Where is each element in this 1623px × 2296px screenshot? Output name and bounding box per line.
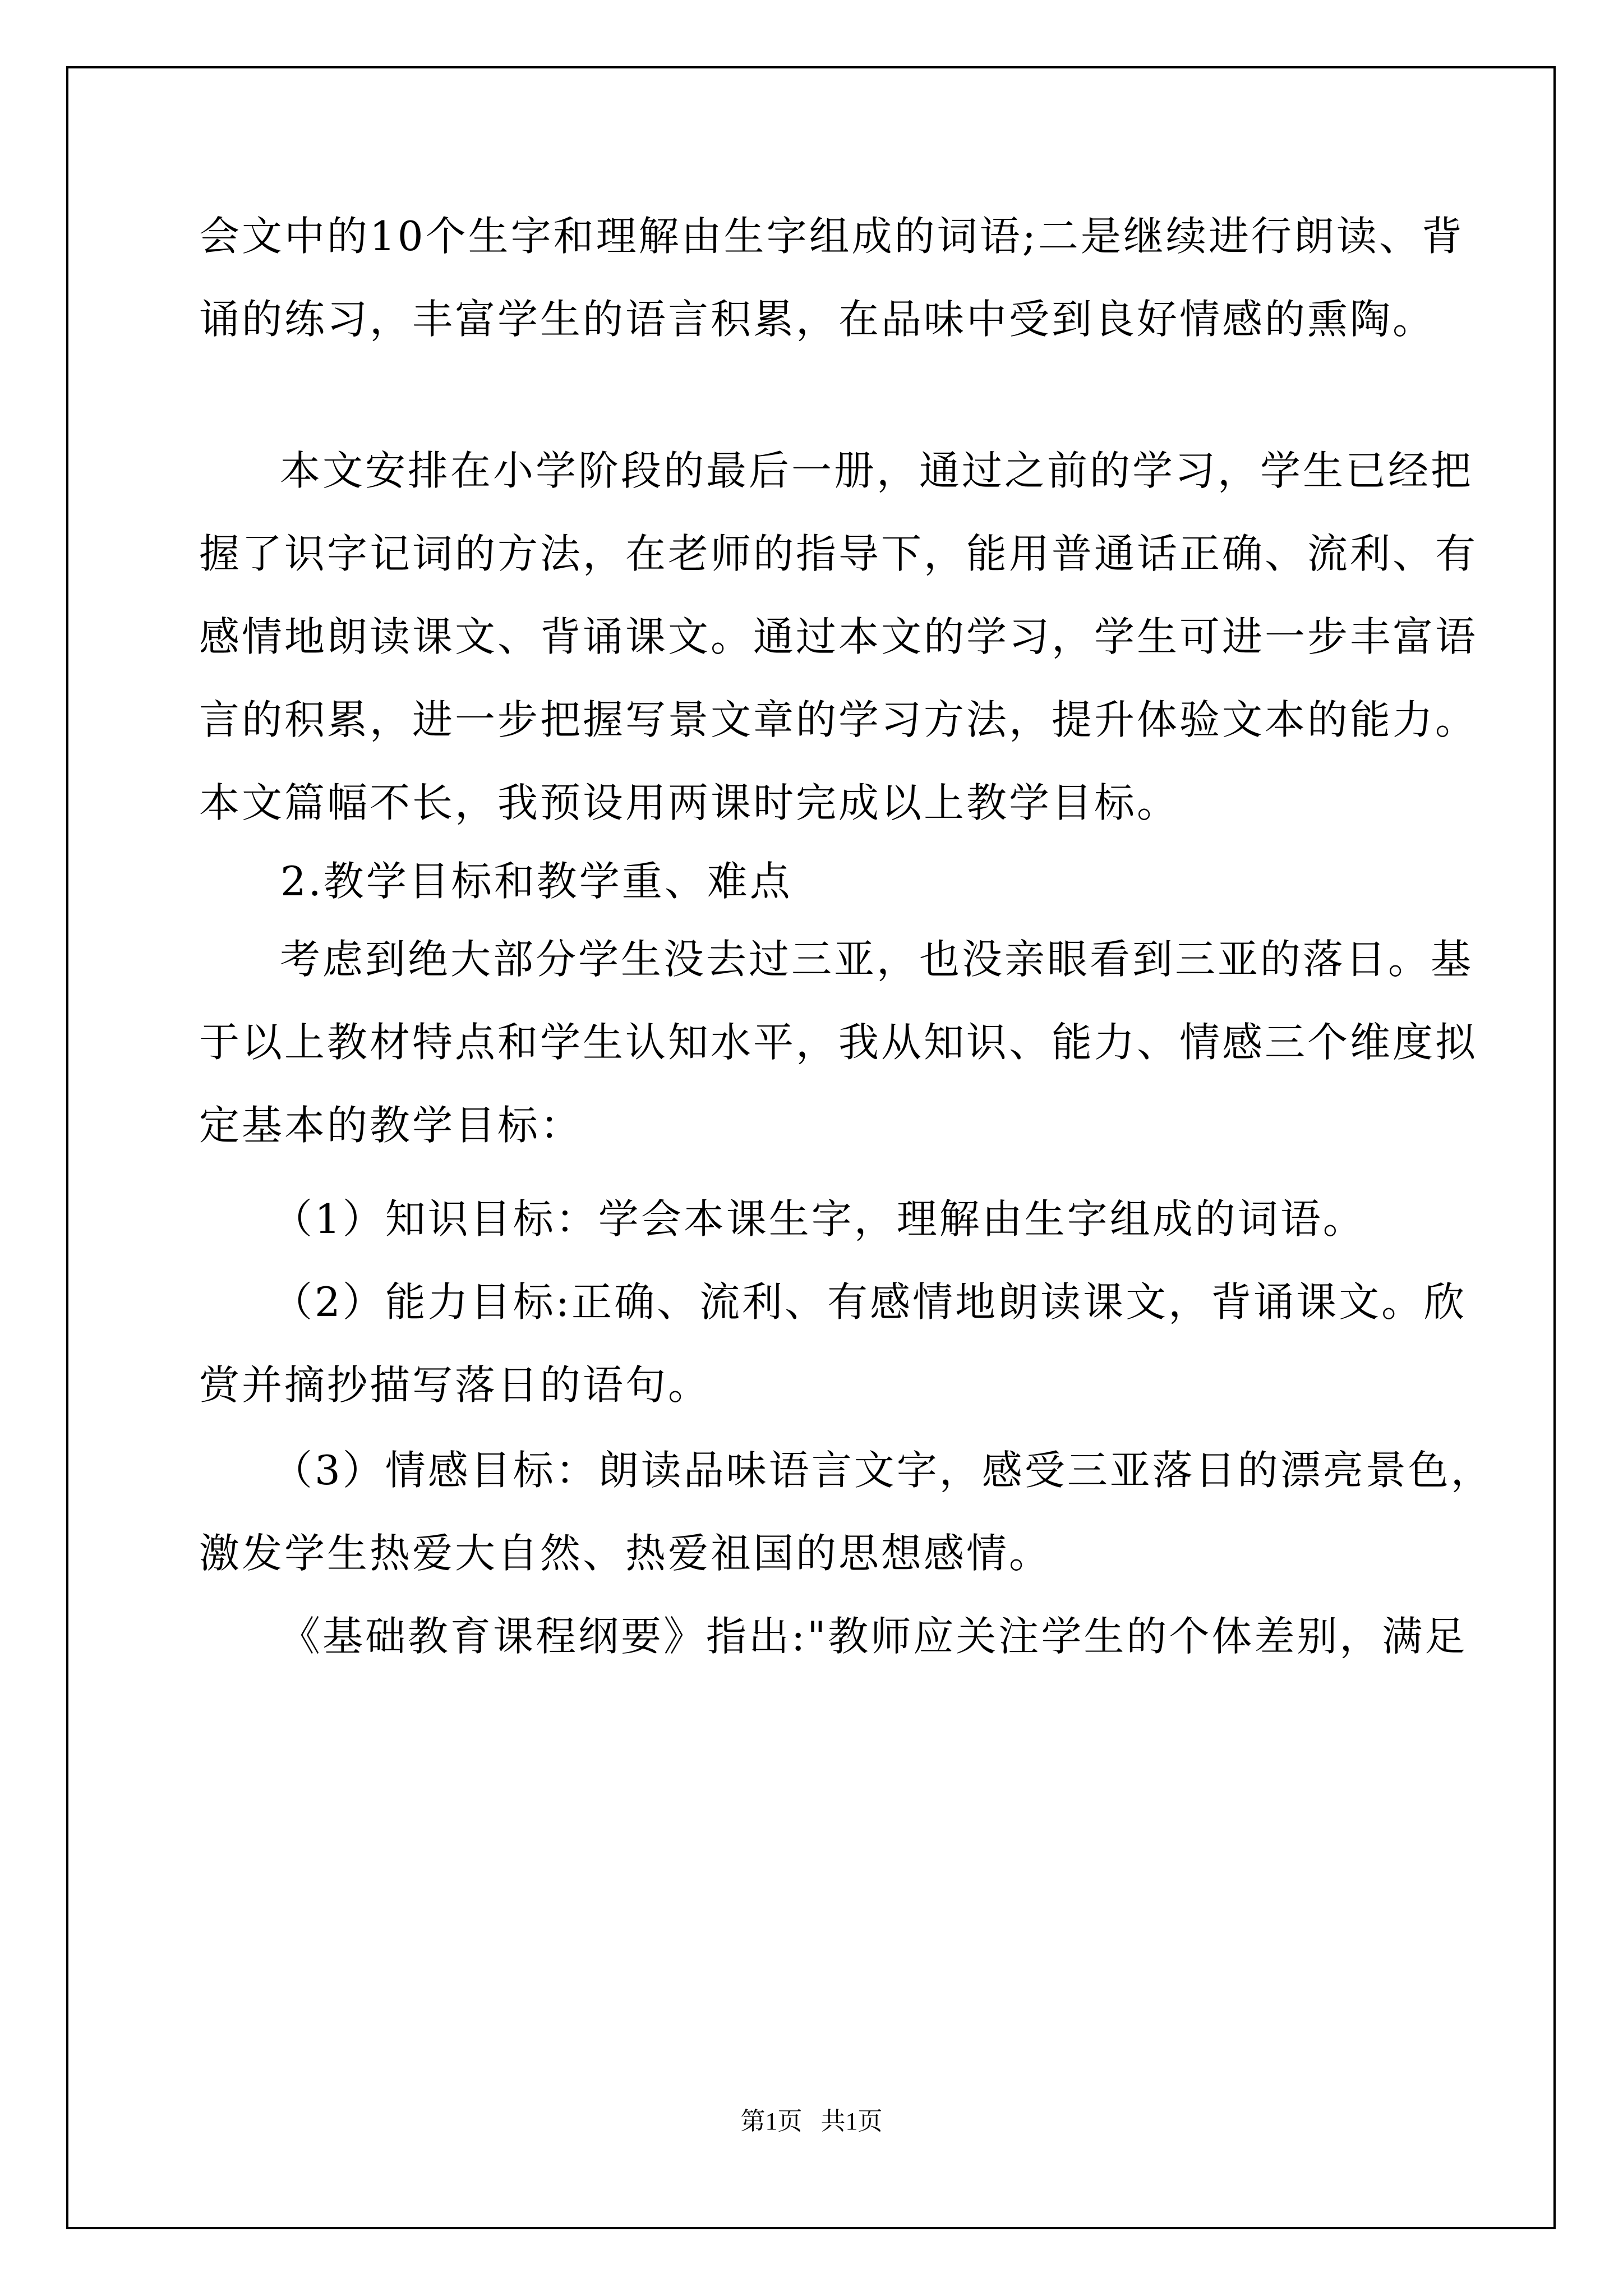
text-line: 于以上教材特点和学生认知水平，我从知识、能力、情感三个维度拟 [199,1019,1478,1066]
text-line: 《基础教育课程纲要》指出:"教师应关注学生的个体差别，满足 [280,1613,1468,1660]
text-line: （1）知识目标：学会本课生字，理解由生字组成的词语。 [272,1195,1366,1243]
text-line: 定基本的教学目标： [199,1102,583,1149]
text-line: 考虑到绝大部分学生没去过三亚，也没亲眼看到三亚的落日。基 [280,936,1474,983]
text-line: 感情地朗读课文、背诵课文。通过本文的学习，学生可进一步丰富语 [199,613,1478,660]
text-line: 激发学生热爱大自然、热爱祖国的思想感情。 [199,1530,1052,1577]
text-line: （2）能力目标:正确、流利、有感情地朗读课文，背诵课文。欣 [272,1278,1467,1326]
text-line: 言的积累，进一步把握写景文章的学习方法，提升体验文本的能力。 [199,696,1478,743]
text-line: 握了识字记词的方法，在老师的指导下，能用普通话正确、流利、有 [199,530,1478,577]
page-footer: 第1页 共1页 [740,2108,883,2135]
text-line: 诵的练习，丰富学生的语言积累，在品味中受到良好情感的熏陶。 [199,296,1436,343]
section-heading: 2.教学目标和教学重、难点 [280,858,792,905]
text-line: 本文篇幅不长，我预设用两课时完成以上教学目标。 [199,779,1180,826]
text-line: 会文中的10个生字和理解由生字组成的词语;二是继续进行朗读、背 [199,213,1464,260]
text-line: 赏并摘抄描写落日的语句。 [199,1361,711,1409]
text-line: （3）情感目标：朗读品味语言文字，感受三亚落日的漂亮景色， [272,1447,1493,1494]
text-line: 本文安排在小学阶段的最后一册，通过之前的学习，学生已经把 [280,447,1474,494]
